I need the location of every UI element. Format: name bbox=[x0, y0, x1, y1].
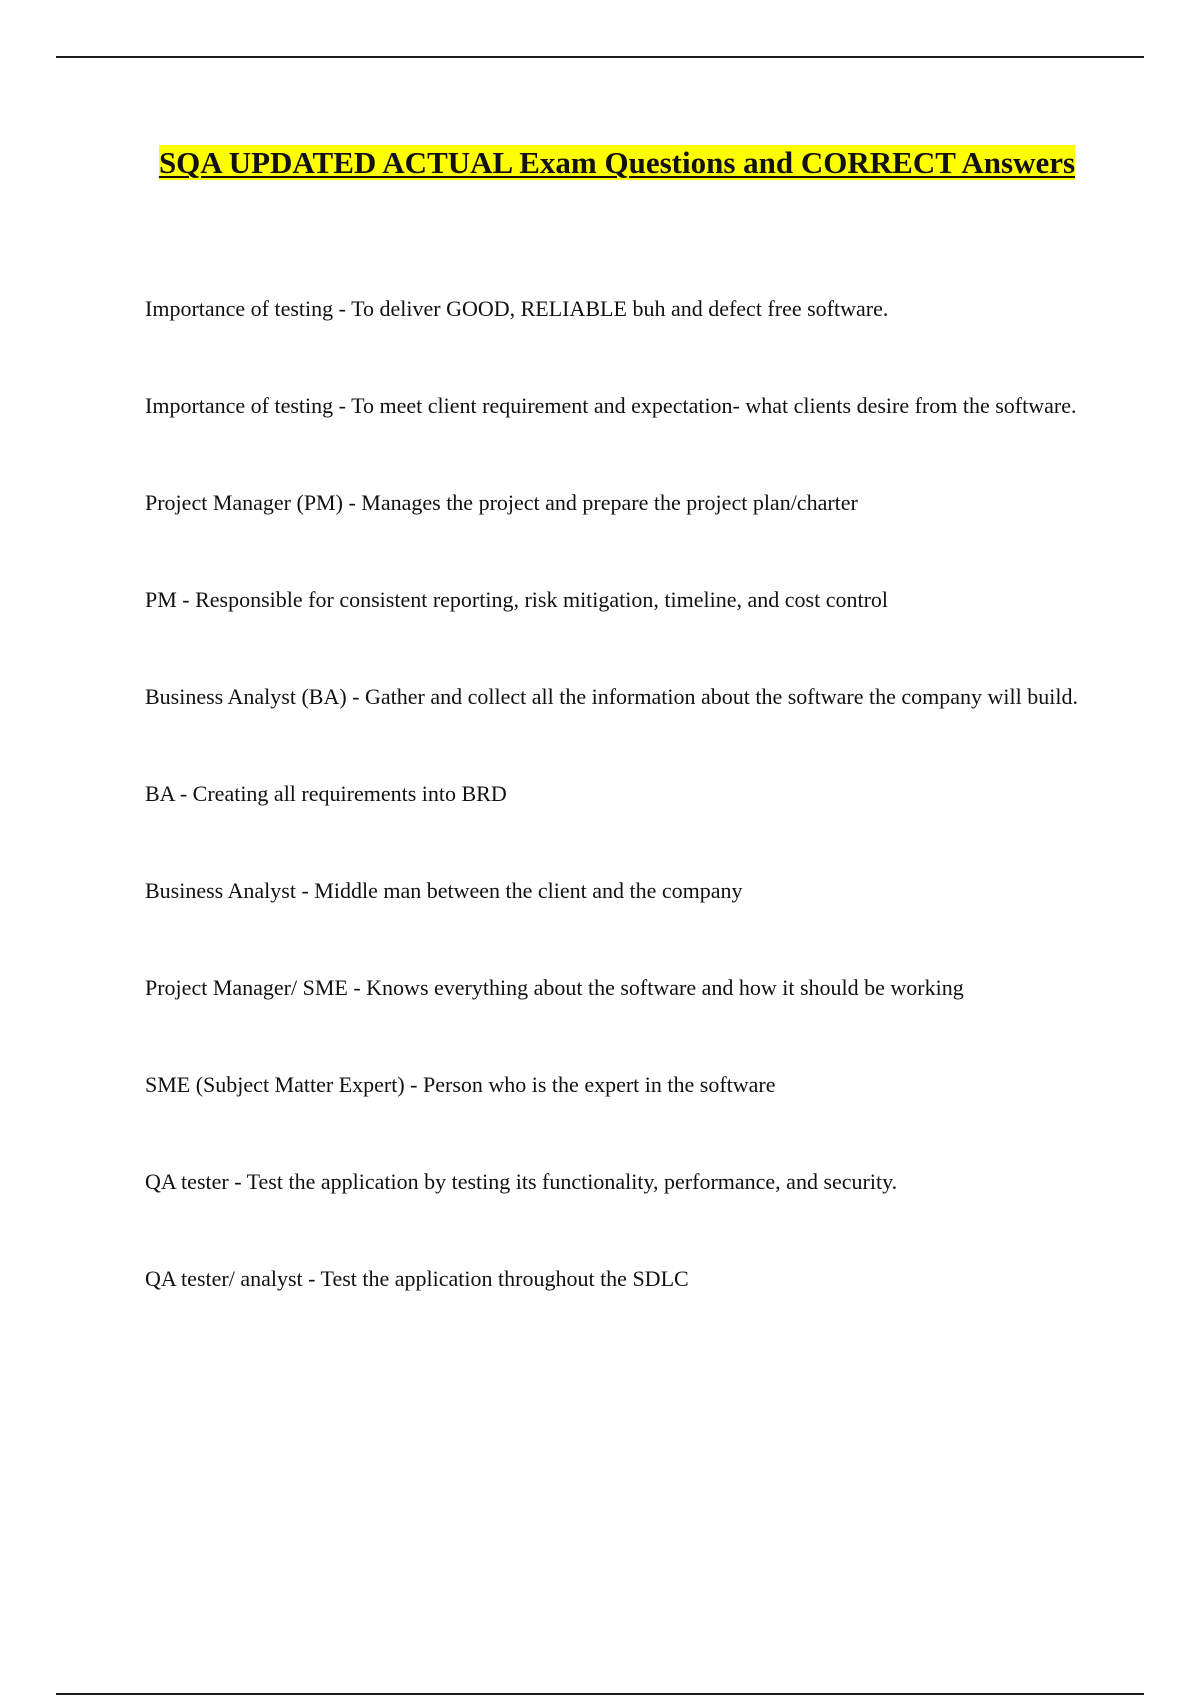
qa-entry: SME (Subject Matter Expert) - Person who is the expert in the software bbox=[145, 1072, 776, 1097]
qa-entry: QA tester/ analyst - Test the application throughout the SDLC bbox=[145, 1266, 689, 1291]
qa-entry: Project Manager/ SME - Knows everything about the software and how it should be working bbox=[145, 975, 964, 1000]
qa-entry: Business Analyst (BA) - Gather and collect all the information about the software the company will build. bbox=[145, 684, 1078, 709]
qa-entry: Business Analyst - Middle man between the client and the company bbox=[145, 878, 743, 903]
qa-entry: BA - Creating all requirements into BRD bbox=[145, 781, 507, 806]
bottom-divider bbox=[56, 1693, 1144, 1695]
top-divider bbox=[56, 56, 1144, 58]
document-title bbox=[120, 142, 1114, 184]
qa-entry: Importance of testing - To meet client requirement and expectation- what clients desire from the software. bbox=[145, 393, 1077, 418]
qa-entry: Importance of testing - To deliver GOOD, RELIABLE buh and defect free software. bbox=[145, 296, 889, 321]
qa-entries-list bbox=[145, 293, 1085, 1295]
document-title-text: SQA UPDATED ACTUAL Exam Questions and CORRECT Answers bbox=[158, 145, 1076, 180]
qa-entry: Project Manager (PM) - Manages the project and prepare the project plan/charter bbox=[145, 490, 858, 515]
qa-entry: PM - Responsible for consistent reporting, risk mitigation, timeline, and cost control bbox=[145, 587, 889, 612]
qa-entry: QA tester - Test the application by testing its functionality, performance, and security. bbox=[145, 1169, 898, 1194]
